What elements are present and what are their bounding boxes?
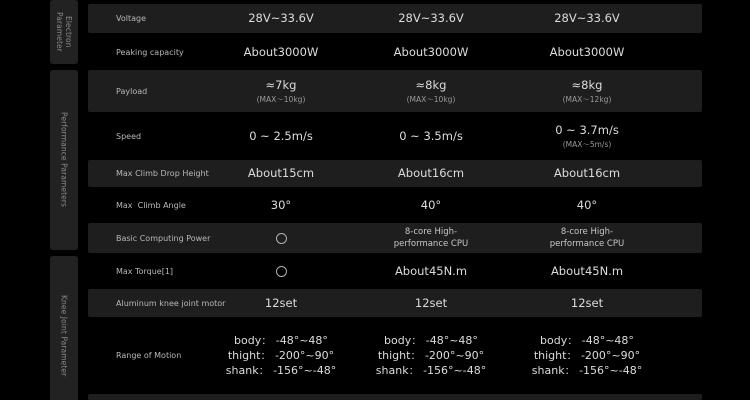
spec-row-range-of-motion bbox=[88, 322, 702, 388]
row-label: Max Climb Angle bbox=[116, 200, 186, 210]
group-label: Performance Parameters bbox=[59, 112, 69, 208]
row-label: Speed bbox=[116, 131, 142, 141]
value-subtext: (MAX～5m/s) bbox=[562, 139, 612, 149]
value-text: 8-core High- performance CPU bbox=[393, 227, 469, 249]
value-text: 8-core High- performance CPU bbox=[549, 227, 625, 249]
row-label: Max Torque[1] bbox=[116, 266, 174, 276]
value-cell bbox=[512, 223, 662, 253]
value-text: 0 ~ 3.5m/s bbox=[399, 128, 463, 143]
value-cell bbox=[512, 114, 662, 158]
not-available-circle-icon bbox=[276, 233, 287, 244]
value-text: About3000W bbox=[549, 45, 625, 59]
group-performance-parameters bbox=[50, 70, 78, 250]
group-label: Knee Joint Parameter bbox=[59, 295, 69, 377]
value-text: 28V~33.6V bbox=[554, 11, 620, 25]
spec-row-basic-computing-power bbox=[88, 223, 702, 253]
value-cell bbox=[206, 190, 356, 220]
value-text: About3000W bbox=[393, 45, 469, 59]
group-label: Electron Parameter bbox=[55, 12, 73, 52]
value-text: 40° bbox=[420, 197, 442, 212]
row-label: Range of Motion bbox=[116, 350, 182, 360]
value-cell bbox=[206, 289, 356, 317]
spec-row-speed bbox=[88, 114, 702, 158]
value-cell bbox=[206, 322, 356, 388]
value-text: About16cm bbox=[553, 166, 621, 180]
value-text: About45N.m bbox=[394, 263, 468, 278]
value-cell bbox=[512, 70, 662, 112]
value-text: About16cm bbox=[397, 166, 465, 180]
value-text: 0 ~ 3.7m/s bbox=[555, 122, 619, 137]
value-cell bbox=[206, 223, 356, 253]
value-cell bbox=[512, 289, 662, 317]
value-cell bbox=[206, 4, 356, 33]
value-text: body： -48°~48° thight： -200°~90° shank： -156°~-48° bbox=[531, 333, 643, 377]
value-text: ≈8kg bbox=[415, 77, 447, 92]
row-label: Aluminum knee joint motor bbox=[116, 298, 226, 308]
spec-row-aluminum-knee-joint-motor bbox=[88, 289, 702, 317]
value-cell bbox=[356, 223, 506, 253]
value-text: 28V~33.6V bbox=[248, 11, 314, 25]
value-cell bbox=[356, 70, 506, 112]
not-available-circle-icon bbox=[276, 266, 287, 277]
value-cell bbox=[206, 256, 356, 286]
value-text: ≈7kg bbox=[265, 77, 297, 92]
value-cell bbox=[356, 289, 506, 317]
row-label: Payload bbox=[116, 86, 148, 96]
value-cell bbox=[512, 190, 662, 220]
value-text: 12set bbox=[264, 295, 298, 310]
value-text: ≈8kg bbox=[571, 77, 603, 92]
spec-row-voltage bbox=[88, 4, 702, 33]
row-label: Voltage bbox=[116, 14, 147, 23]
value-subtext: (MAX～10kg) bbox=[406, 94, 456, 104]
spec-row-max-climb-angle bbox=[88, 190, 702, 220]
row-label: Peaking capacity bbox=[116, 48, 184, 57]
value-cell bbox=[356, 256, 506, 286]
value-cell bbox=[512, 256, 662, 286]
value-text: 28V~33.6V bbox=[398, 11, 464, 25]
value-text: About45N.m bbox=[550, 263, 624, 278]
value-text: 12set bbox=[570, 295, 604, 310]
value-text: body： -48°~48° thight： -200°~90° shank： -156°~-48° bbox=[225, 333, 337, 377]
spec-row-max-climb-drop-height bbox=[88, 160, 702, 187]
value-cell bbox=[206, 70, 356, 112]
value-cell bbox=[356, 4, 506, 33]
value-text: body： -48°~48° thight： -200°~90° shank： -156°~-48° bbox=[375, 333, 487, 377]
group-knee-joint-parameter bbox=[50, 256, 78, 400]
value-subtext: (MAX～10kg) bbox=[256, 94, 306, 104]
value-text: 30° bbox=[270, 197, 292, 212]
value-cell bbox=[206, 37, 356, 68]
value-cell bbox=[512, 37, 662, 68]
value-cell bbox=[356, 114, 506, 158]
value-cell bbox=[356, 37, 506, 68]
value-cell bbox=[512, 160, 662, 187]
spec-row-payload bbox=[88, 70, 702, 112]
row-label: Basic Computing Power bbox=[116, 233, 211, 243]
value-text: About15cm bbox=[247, 166, 315, 180]
value-cell bbox=[512, 4, 662, 33]
value-cell bbox=[356, 160, 506, 187]
value-cell bbox=[206, 160, 356, 187]
value-text: About3000W bbox=[243, 45, 319, 59]
value-cell bbox=[206, 114, 356, 158]
value-text: 0 ~ 2.5m/s bbox=[249, 128, 313, 143]
value-cell bbox=[512, 322, 662, 388]
value-cell bbox=[356, 190, 506, 220]
spec-row-max-torque bbox=[88, 256, 702, 286]
spec-row-peaking-capacity bbox=[88, 37, 702, 68]
value-text: 12set bbox=[414, 295, 448, 310]
row-label: Max Climb Drop Height bbox=[116, 169, 209, 178]
value-cell bbox=[356, 322, 506, 388]
value-text: 40° bbox=[576, 197, 598, 212]
group-electron-parameter bbox=[50, 0, 78, 64]
spec-row-next bbox=[88, 394, 702, 400]
value-subtext: (MAX～12kg) bbox=[562, 94, 612, 104]
